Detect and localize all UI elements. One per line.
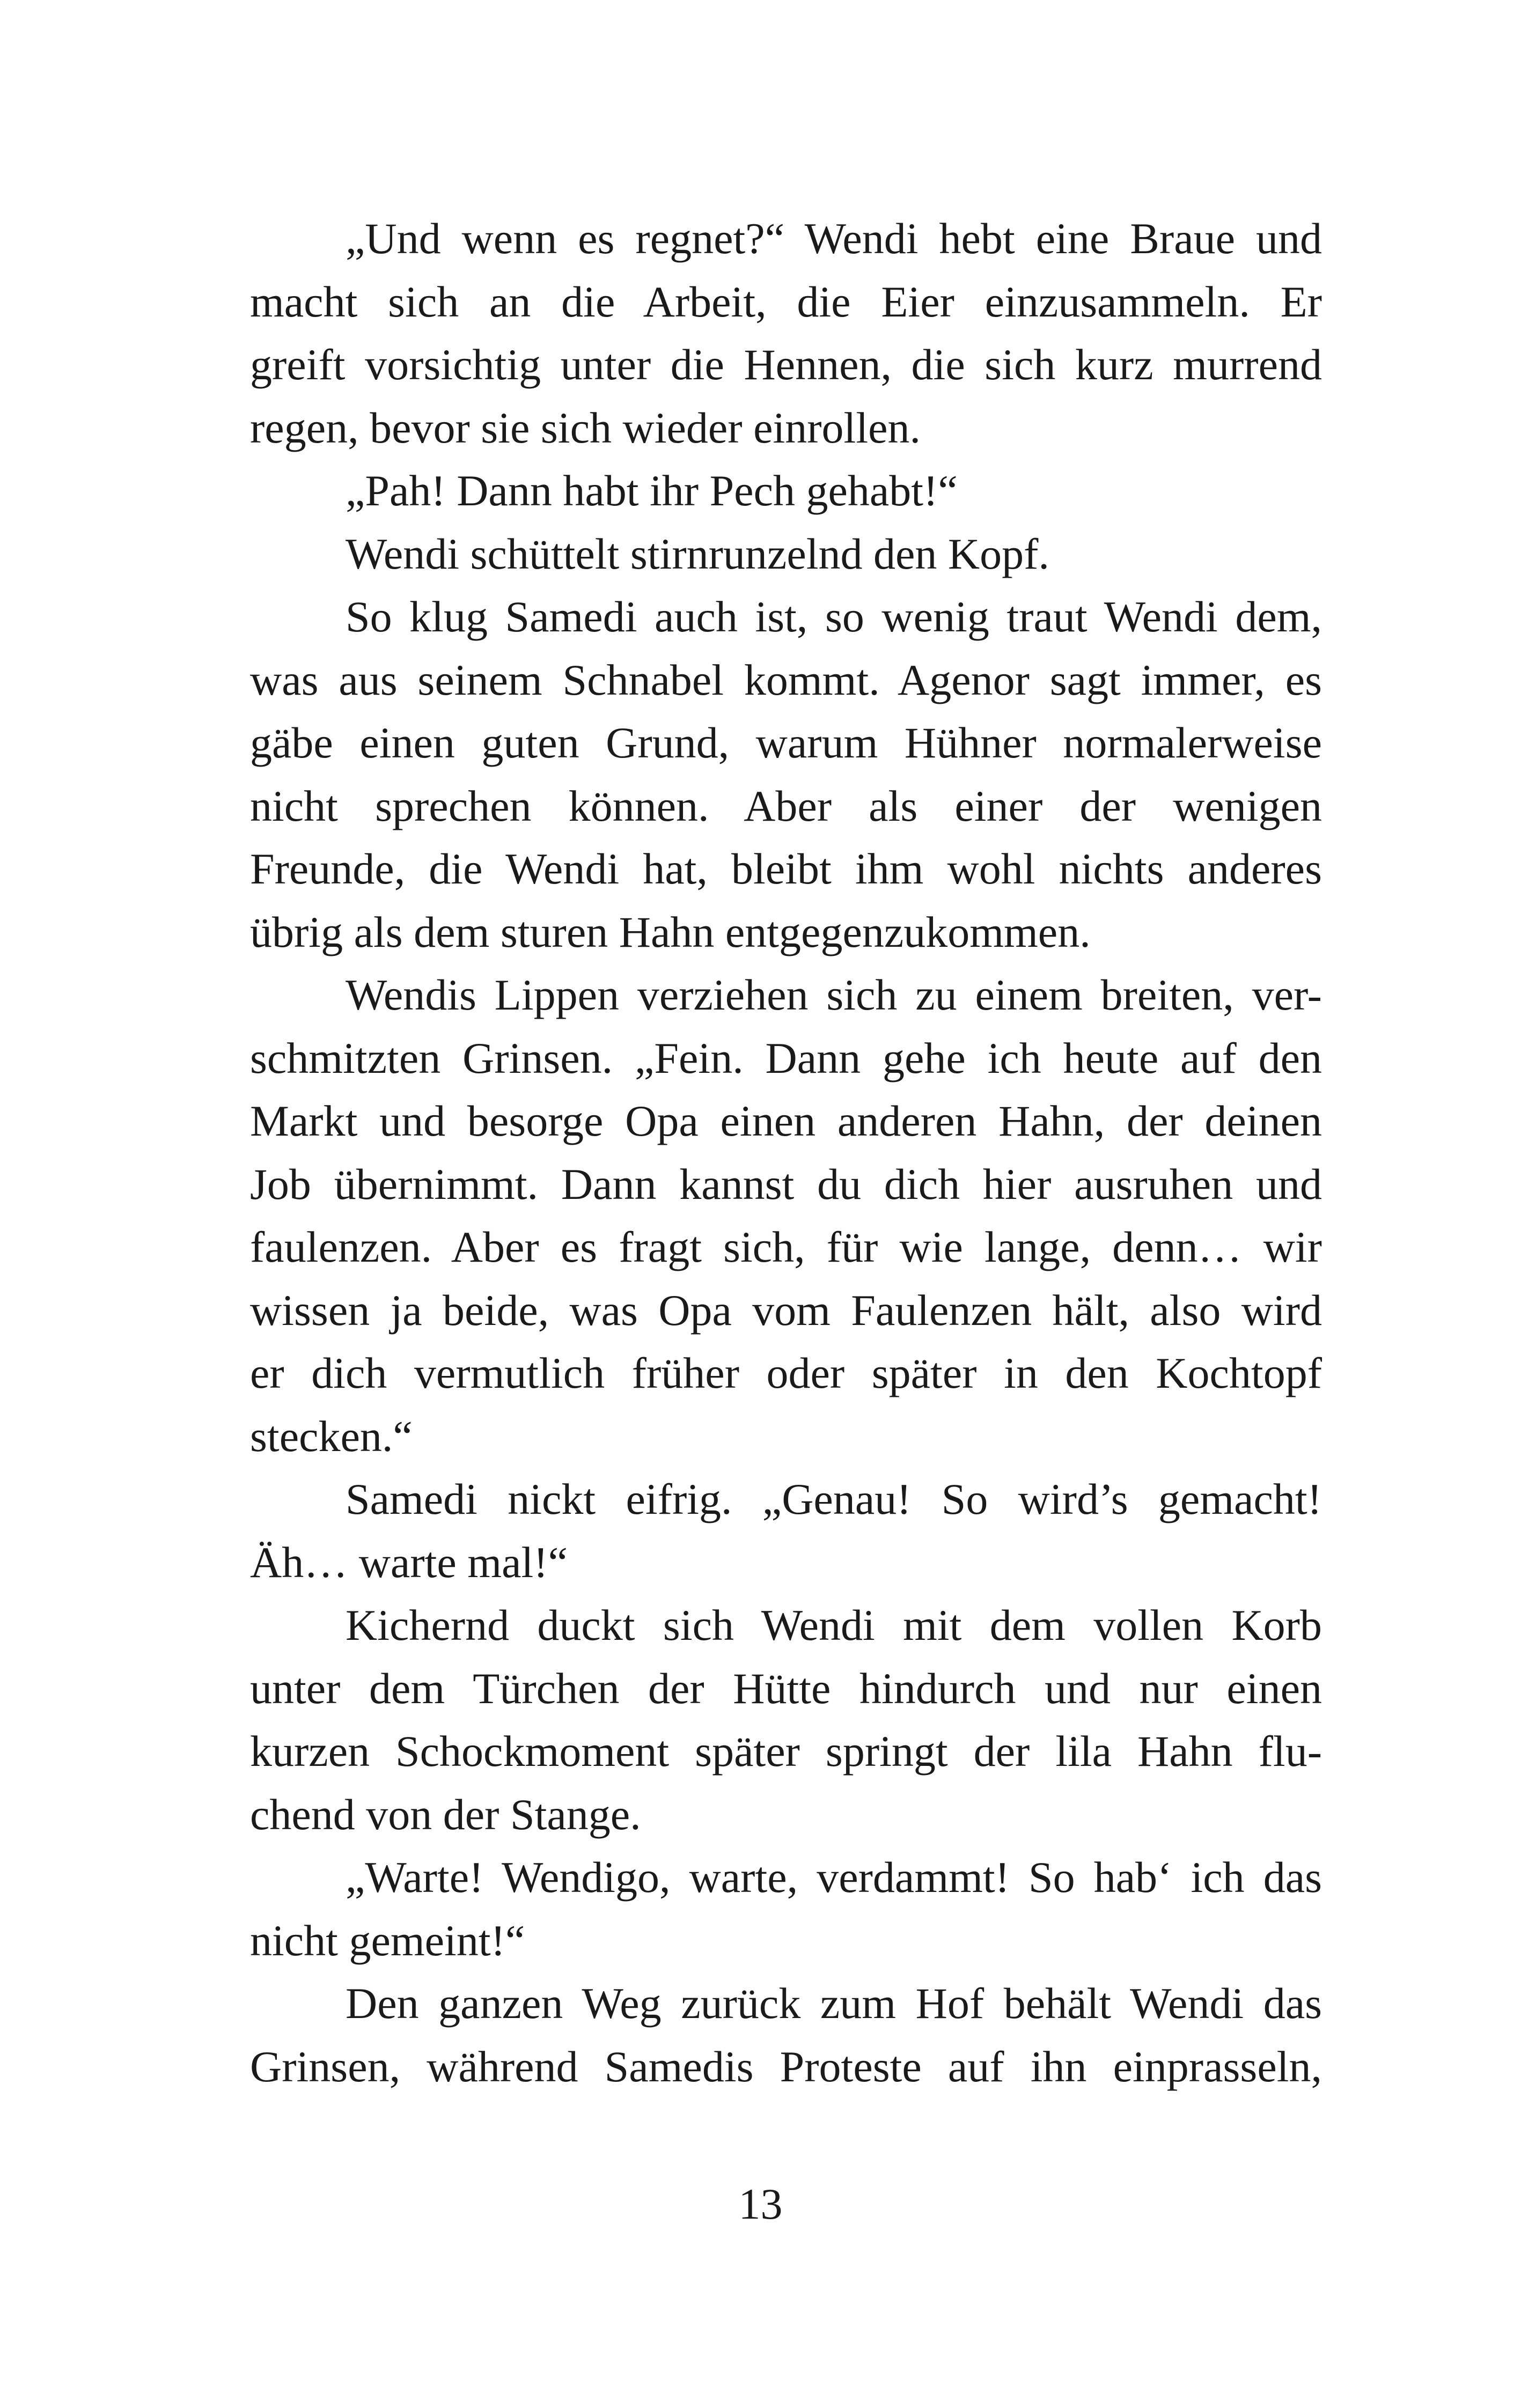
text-line: was aus seinem Schnabel kommt. Agenor sagt immer, es [250, 655, 1322, 704]
text-line: greift vorsichtig unter die Hennen, die sich kurz murrend [250, 340, 1322, 389]
text-line: Den ganzen Weg zurück zum Hof behält Wendi das [346, 1979, 1322, 2028]
text-line: macht sich an die Arbeit, die Eier einzusammeln. Er [250, 277, 1322, 326]
text-line: Grinsen, während Samedis Proteste auf ihn einprasseln, [250, 2042, 1322, 2091]
text-line: Markt und besorge Opa einen anderen Hahn, der deinen [250, 1096, 1322, 1145]
text-line: kurzen Schockmoment später springt der lila Hahn flu- [250, 1727, 1322, 1776]
text-line: übrig als dem sturen Hahn entgegenzukommen. [250, 907, 1091, 956]
text-line: So klug Samedi auch ist, so wenig traut Wendi dem, [346, 592, 1322, 641]
text-line: Kichernd duckt sich Wendi mit dem vollen Korb [346, 1601, 1322, 1649]
text-line: nicht gemeint!“ [250, 1916, 525, 1965]
text-line: Freunde, die Wendi hat, bleibt ihm wohl nichts anderes [250, 844, 1322, 893]
text-line: stecken.“ [250, 1411, 413, 1461]
text-line: „Pah! Dann habt ihr Pech gehabt!“ [346, 466, 958, 515]
text-line: Job übernimmt. Dann kannst du dich hier ausruhen und [250, 1159, 1322, 1209]
text-line: wissen ja beide, was Opa vom Faulenzen hält, also wird [250, 1285, 1322, 1335]
text-line: „Und wenn es regnet?“ Wendi hebt eine Braue und [346, 214, 1322, 263]
body-text [250, 207, 1322, 2098]
text-line: schmitzten Grinsen. „Fein. Dann gehe ich heute auf den [250, 1033, 1322, 1083]
text-line: chend von der Stange. [250, 1790, 641, 1839]
text-line: Äh… warte mal!“ [250, 1537, 568, 1587]
text-line: regen, bevor sie sich wieder einrollen. [250, 403, 921, 452]
text-line: Samedi nickt eifrig. „Genau! So wird’s gemacht! [346, 1475, 1322, 1523]
text-line: er dich vermutlich früher oder später in den Kochtopf [250, 1349, 1322, 1397]
text-line: gäbe einen guten Grund, warum Hühner normalerweise [250, 718, 1322, 767]
text-line: nicht sprechen können. Aber als einer der wenigen [250, 781, 1322, 830]
text-line: Wendis Lippen verziehen sich zu einem breiten, ver- [346, 970, 1322, 1019]
page-number: 13 [738, 2179, 783, 2228]
text-line: unter dem Türchen der Hütte hindurch und nur einen [250, 1663, 1322, 1713]
text-line: faulenzen. Aber es fragt sich, für wie lange, denn… wir [250, 1223, 1322, 1271]
text-line: „Warte! Wendigo, warte, verdammt! So hab‘ ich das [346, 1853, 1322, 1902]
text-line: Wendi schüttelt stirnrunzelnd den Kopf. [346, 529, 1049, 578]
